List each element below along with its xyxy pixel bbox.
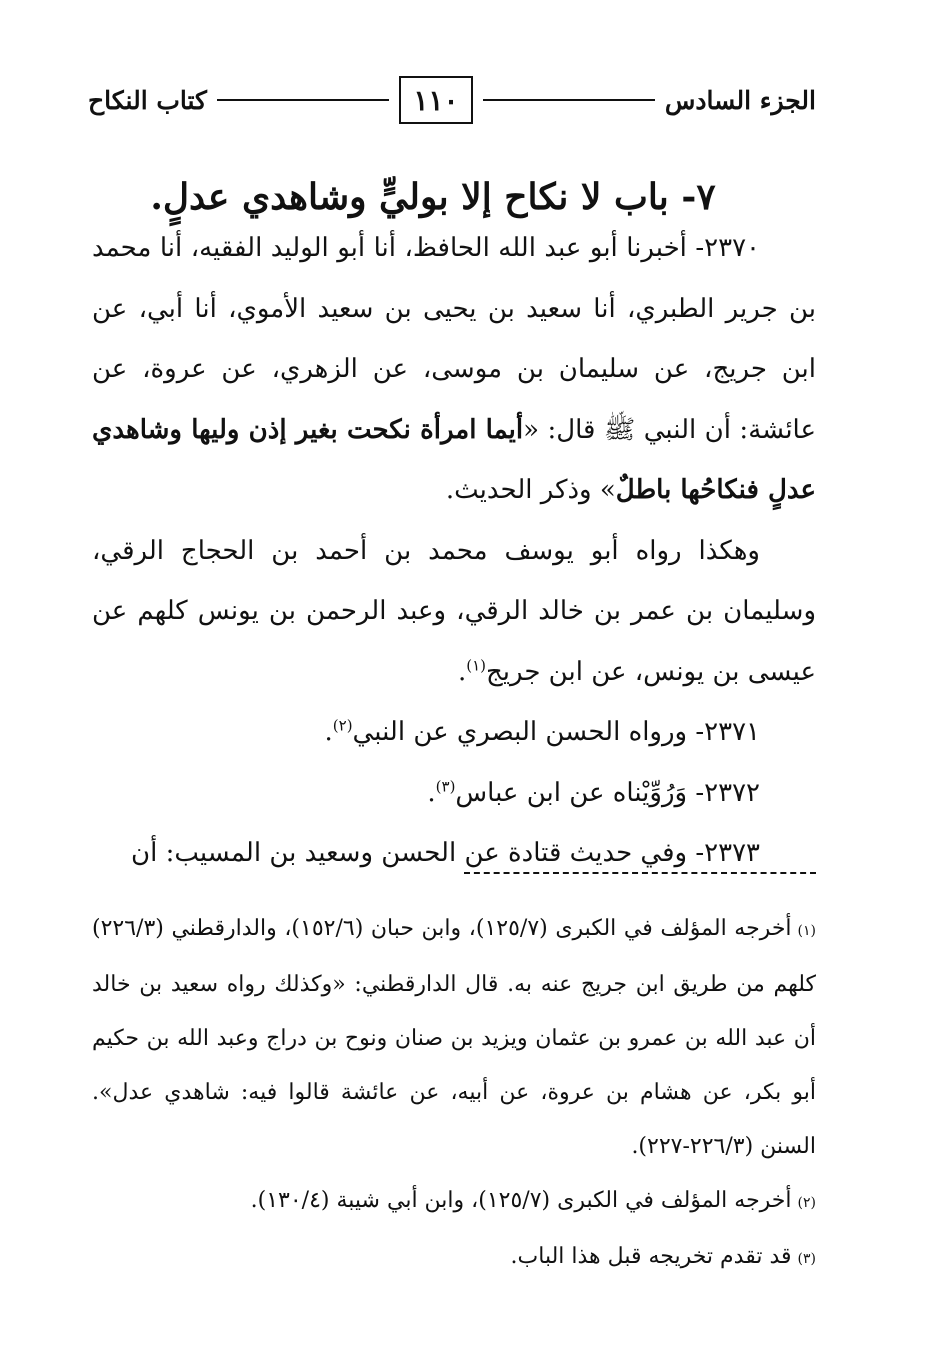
book-label: كتاب النكاح xyxy=(87,85,207,115)
footnote-separator xyxy=(464,872,816,874)
footnote-1 xyxy=(92,902,816,1174)
hadith-2372-end: . xyxy=(427,777,436,808)
header-rule-left xyxy=(217,99,389,101)
hadith-2371-text: ٢٣٧١- ورواه الحسن البصري عن النبي xyxy=(352,717,760,747)
footnote-3 xyxy=(92,1230,816,1286)
footnote-ref-1[interactable]: (١) xyxy=(466,655,486,674)
footnote-2 xyxy=(92,1174,816,1230)
footnote-3-text: قد تقدم تخريجه قبل هذا الباب. xyxy=(510,1244,792,1269)
footnotes xyxy=(92,902,816,1286)
running-header xyxy=(88,72,816,128)
footnote-1-mark: (١) xyxy=(797,923,817,939)
riwaya-paragraph xyxy=(92,521,816,703)
hadith-2372 xyxy=(92,763,816,824)
header-rule-right xyxy=(483,99,655,101)
riwaya-end: . xyxy=(457,656,467,687)
footnote-3-mark: (٣) xyxy=(797,1251,816,1267)
chapter-title: ٧- باب لا نكاح إلا بوليٍّ وشاهدي عدلٍ. xyxy=(150,176,716,219)
main-text xyxy=(92,218,816,884)
hadith-2371 xyxy=(92,702,816,763)
footnote-ref-3[interactable]: (٣) xyxy=(435,776,456,795)
hadith-2372-text: ٢٣٧٢- وَرُوِّيْناه عن ابن عباس xyxy=(455,777,760,808)
footnote-1-text: أخرجه المؤلف في الكبرى (١٢٥/٧)، وابن حبان (١٥٢/٦)، والدارقطني (٢٢٦/٣) كلهم من طريق ابن جريج عنه به. قال الدارقطني: «وكذلك رواه سعيد بن خالد أن عبد الله بن عمرو بن عثمان ويزيد بن صنان ونوح بن دراج وعبد الله بن حكيم أبو بكر، عن هشام بن عروة، عن أبيه، عن عائشة قالوا فيه: شاهدي عدل». السنن (٢٢٦/٣-٢٢٧). xyxy=(92,916,816,1159)
footnote-2-text: أخرجه المؤلف في الكبرى (١٢٥/٧)، وابن أبي شيبة (١٣٠/٤). xyxy=(250,1188,792,1213)
hadith-2370 xyxy=(92,218,816,521)
hadith-2370-matn: أيما امرأة نكحت بغير إذن وليها وشاهدي عدلٍ فنكاحُها باطلٌ xyxy=(92,414,816,505)
footnote-2-mark: (٢) xyxy=(797,1195,816,1211)
riwaya-text: وهكذا رواه أبو يوسف محمد بن أحمد بن الحجاج الرقي، وسليمان بن عمر بن خالد الرقي، وعبد الرحمن بن يونس كلهم عن عيسى بن يونس، عن ابن جريج xyxy=(92,535,816,687)
hadith-2371-end: . xyxy=(324,717,333,747)
hadith-2370-end: » وذكر الحديث. xyxy=(445,475,616,505)
footnote-ref-2[interactable]: (٢) xyxy=(332,716,353,735)
volume-label: الجزء السادس xyxy=(664,85,816,115)
hadith-2370-isnad: ٢٣٧٠- أخبرنا أبو عبد الله الحافظ، أنا أبو الوليد الفقيه، أنا محمد بن جرير الطبري، أنا سعيد بن يحيى بن سعيد الأموي، أنا أبي، عن ابن جريج، عن سليمان بن موسى، عن الزهري، عن عروة، عن عائشة: أن النبي ﷺ قال: « xyxy=(92,233,816,445)
page-number: ١١٠ xyxy=(399,76,472,124)
hadith-2373: ٢٣٧٣- وفي حديث قتادة عن الحسن وسعيد بن المسيب: أن xyxy=(130,838,760,868)
